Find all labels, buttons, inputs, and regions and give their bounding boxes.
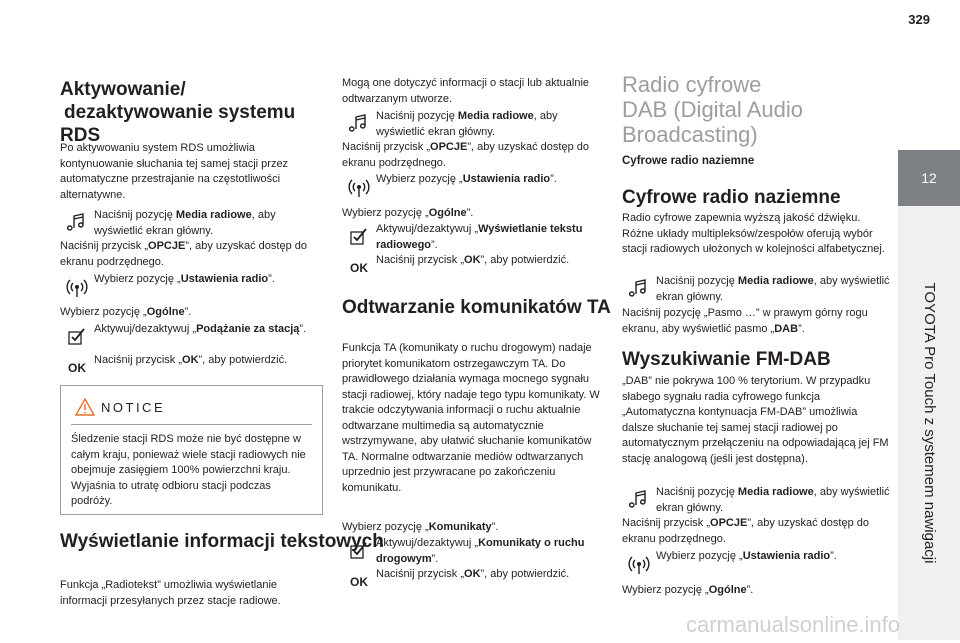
heading-fm-dab: Wyszukiwanie FM-DAB — [622, 349, 831, 370]
ok-icon: OK — [350, 575, 368, 589]
ok-icon: OK — [68, 361, 86, 375]
select-general-text-2: Wybierz pozycję „Ogólne”. — [342, 207, 474, 219]
step-media-radio: Naciśnij pozycję Media radiowe, aby wyświetlić ekran główny. — [60, 208, 325, 239]
step-radio-settings-2: Wybierz pozycję „Ustawienia radio”. — [342, 172, 607, 198]
music-note-icon — [60, 208, 94, 239]
chapter-tab[interactable]: 12 — [898, 150, 960, 206]
checkbox-icon — [342, 222, 376, 253]
notice-title: NOTICE — [101, 400, 166, 415]
step-radio-settings: Wybierz pozycję „Ustawienia radio”. — [60, 272, 325, 298]
heading-radiotext: Wyświetlanie informacji tekstowych — [60, 531, 384, 552]
step-confirm-ok: OK Naciśnij przycisk „OK”, aby potwierdzić. — [68, 354, 288, 375]
step-toggle-ta: Aktywuj/dezaktywuj „Komunikaty o ruchu drogowym”. — [342, 536, 607, 567]
press-options-text: Naciśnij przycisk „OPCJE”, aby uzyskać dostęp do ekranu podrzędnego. — [60, 240, 307, 268]
step-toggle-follow: Aktywuj/dezaktywuj „Podążanie za stacją”. — [60, 322, 325, 346]
radio-signal-icon — [342, 172, 376, 198]
ok-icon: OK — [350, 261, 368, 275]
warning-icon — [75, 398, 95, 421]
radio-signal-icon — [622, 549, 656, 575]
ta-description: Funkcja TA (komunikaty o ruchu drogowym) nadaje priorytet komunikatom ostrzegawczym TA. Do prawidłowego działania wymaga mocnego sygnału stacji radiowej, który nadaje tego typu komunikaty. W trakcie odczytywania informacji o ruchu aktualnie odtwarzane multimedia są automatycznie wstrzymywane, aby ułatwić słuchanie komunikatów TA. Normalne odtwarzanie mediów odtwarzanych uprzednio jest przywracane po zakończeniu komunikatu. — [342, 342, 600, 494]
digital-radio-text: Radio cyfrowe zapewnia wyższą jakość dźwięku. Różne układy multipleksów/zespołów oferują wybór stacji radiowych ułożonych w kolejności alfabetycznej. — [622, 212, 885, 255]
checkbox-icon — [60, 322, 94, 346]
music-note-icon — [622, 274, 656, 305]
select-general-text: Wybierz pozycję „Ogólne”. — [60, 306, 192, 318]
dab-subtitle: Cyfrowe radio naziemne — [622, 155, 755, 167]
heading-ta: Odtwarzanie komunikatów TA — [342, 297, 611, 318]
notice-text: Śledzenie stacji RDS może nie być dostępne w całym kraju, ponieważ wiele stacji radiowych nie obejmuje zasięgiem 100% powierzchni kraju. Wyjaśnia to utratę odbioru stacji podczas podróży. — [71, 433, 306, 507]
ta-select-text: Wybierz pozycję „Komunikaty”. — [342, 521, 499, 533]
checkbox-icon — [342, 536, 376, 567]
heading-rds: Aktywowanie/ dezaktywowanie systemu RDS — [60, 79, 296, 146]
press-options-text-2: Naciśnij przycisk „OPCJE”, aby uzyskać dostęp do ekranu podrzędnego. — [342, 141, 589, 169]
step-media-radio-3: Naciśnij pozycję Media radiowe, aby wyświetlić ekran główny. — [622, 274, 890, 305]
radiotext-intro: Mogą one dotyczyć informacji o stacji lub aktualnie odtwarzanym utworze. — [342, 77, 590, 105]
step-toggle-radiotext: Aktywuj/dezaktywuj „Wyświetlanie tekstu radiowego”. — [342, 222, 607, 253]
side-title: TOYOTA Pro Touch z systemem nawigacji — [921, 282, 938, 564]
notice-box — [60, 385, 323, 515]
step-confirm-ok-2: OK Naciśnij przycisk „OK”, aby potwierdzić. — [350, 254, 570, 275]
dab-title: Radio cyfrowe DAB (Digital Audio Broadcasting) — [622, 72, 803, 147]
music-note-icon — [342, 109, 376, 140]
press-options-text-3: Naciśnij przycisk „OPCJE”, aby uzyskać dostęp do ekranu podrzędnego. — [622, 517, 869, 545]
step-confirm-ok-3: OK Naciśnij przycisk „OK”, aby potwierdzić. — [350, 568, 570, 589]
watermark: carmanualsonline.info — [686, 612, 901, 637]
heading-digital-radio: Cyfrowe radio naziemne — [622, 187, 841, 208]
step-media-radio-2: Naciśnij pozycję Media radiowe, aby wyświetlić ekran główny. — [342, 109, 607, 140]
notice-divider — [71, 424, 312, 425]
select-general-text-3: Wybierz pozycję „Ogólne”. — [622, 584, 754, 596]
rds-intro: Po aktywowaniu system RDS umożliwia kontynuowanie słuchania tej samej stacji przez automatyczne przestrajanie na częstotliwości alternatywne. — [60, 142, 289, 201]
fm-dab-text: „DAB” nie pokrywa 100 % terytorium. W przypadku słabego sygnału radia cyfrowego funkcja „Automatyczna kontynuacja FM-DAB” umożliwia dalsze słuchanie tej samej stacji radiowej po automatycznym przełączeniu na odpowiadającą jej FM stację analogową (jeśli jest dostępna). — [622, 375, 889, 465]
step-media-radio-4: Naciśnij pozycję Media radiowe, aby wyświetlić ekran główny. — [622, 485, 890, 516]
step-radio-settings-3: Wybierz pozycję „Ustawienia radio”. — [622, 549, 890, 575]
page-number: 329 — [908, 12, 930, 27]
band-text: Naciśnij pozycję „Pasmo …” w prawym górny rogu ekranu, aby wyświetlić pasmo „DAB”. — [622, 307, 868, 335]
music-note-icon — [622, 485, 656, 516]
radiotext-description: Funkcja „Radiotekst” umożliwia wyświetlanie informacji przesyłanych przez stacje radiowe. — [60, 579, 281, 607]
radio-signal-icon — [60, 272, 94, 298]
